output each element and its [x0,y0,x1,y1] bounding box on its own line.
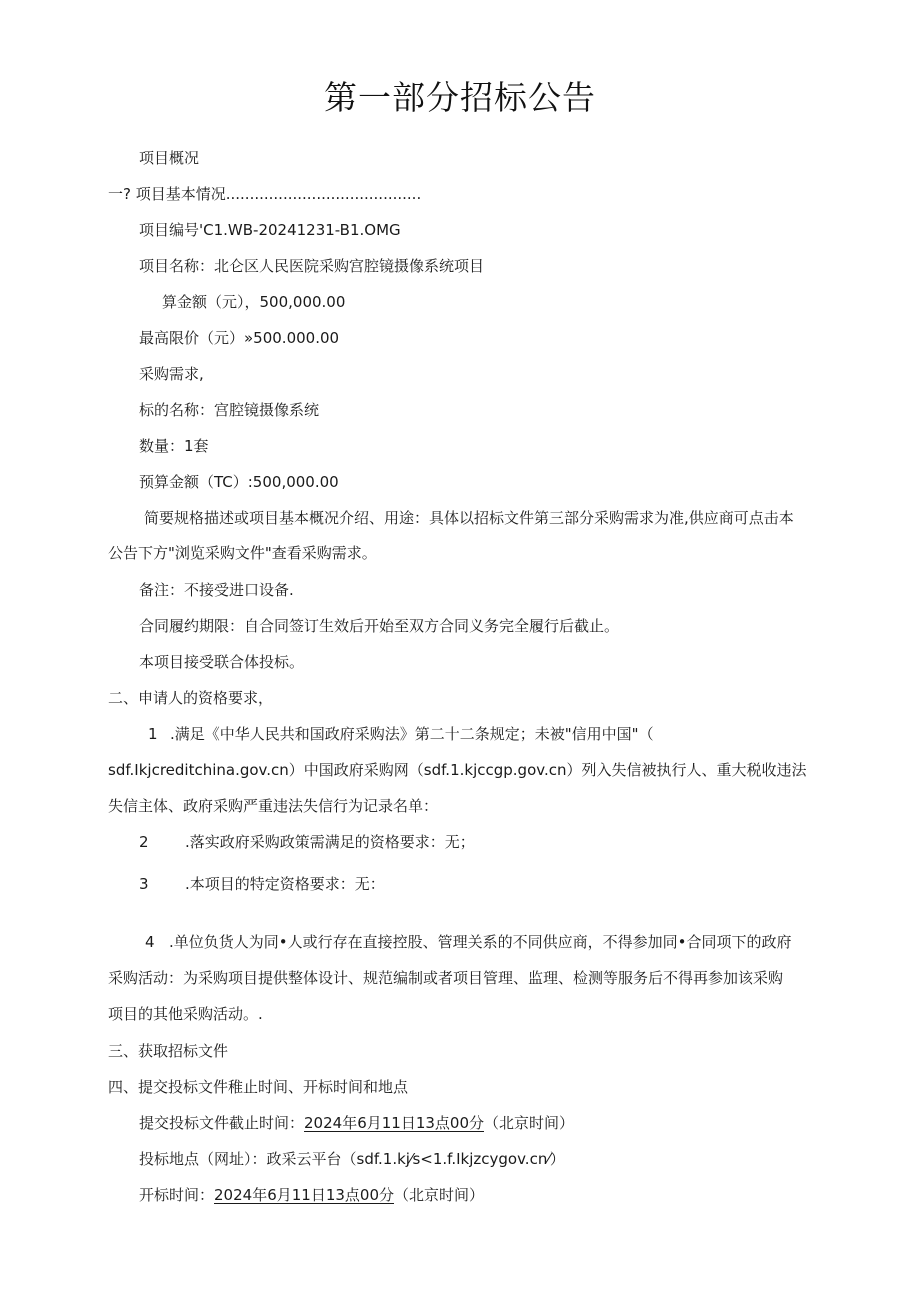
submission-deadline-value: 2024年6月11日13点00分 [304,1114,484,1132]
item-budget: 预算金额（TC）:500,000.00 [139,473,339,491]
consortium-note: 本项目接受联合体投标。 [139,653,305,671]
section-4-heading: 四、提交投标文件稚止时间、开标时间和地点 [108,1078,409,1096]
budget-amount: 算金额（元），500,000.00 [162,293,346,311]
item-name: 标的名称：宫腔镜摄像系统 [139,401,320,419]
item-quantity: 数量：1套 [139,437,209,455]
submission-deadline-label: 提交投标文件截止时间： [139,1114,305,1132]
qualification-4-number: 4 [145,933,155,951]
procurement-requirement-label: 采购需求, [139,365,204,383]
opening-time [139,1185,484,1205]
qualification-1 [148,724,654,744]
contract-period: 合同履约期限：自合同签订生效后开始至双方合同义务完全履行后截止。 [139,617,620,635]
project-overview-label: 项目概况 [139,149,200,167]
qualification-1-line-2: sdf.Ikjcreditchina.gov.cn）中国政府采购网（sdf.1.kjccgp.gov.cn）列入失信被执行人、重大税收违法 [108,761,807,779]
description-line-2: 公告下方"浏览采购文件"查看采购需求。 [108,544,377,562]
description-line-1: 简要规格描述或项目基本概况介绍、用途：具体以招标文件第三部分采购需求为准,供应商可点击本 [144,509,794,527]
qualification-4-line-3: 项目的其他采购活动。. [108,1005,263,1023]
qualification-3-text: .本项目的特定资格要求：无： [185,875,385,893]
qualification-4 [145,932,791,952]
opening-time-label: 开标时间： [139,1186,215,1204]
qualification-1-text: .满足《中华人民共和国政府采购法》第二十二条规定；未被"信用中国"（ [170,725,654,743]
project-number: 项目编号'C1.WB-20241231-B1.OMG [139,221,401,239]
qualification-2-text: .落实政府采购政策需满足的资格要求：无； [185,833,475,851]
submission-deadline [139,1113,574,1133]
remark: 备注：不接受进口设备. [139,581,294,599]
max-price: 最高限价（元）»500.000.00 [139,329,340,347]
qualification-1-number: 1 [148,725,158,743]
submission-deadline-suffix: （北京时间） [484,1114,575,1132]
section-1-heading: 一? 项目基本情况......................................... [108,185,422,203]
project-name: 项目名称：北仑区人民医院采购宫腔镜摄像系统项目 [139,257,485,275]
qualification-2-number: 2 [139,833,149,851]
qualification-4-line-2: 采购活动：为采购项目提供整体设计、规范编制或者项目管理、监理、检测等服务后不得再参加该采购 [108,969,784,987]
bid-location: 投标地点（网址）：政采云平台（sdf.1.kj⁄s<1.f.Ikjzcygov.cn⁄） [139,1150,565,1168]
section-2-heading: 二、申请人的资格要求， [108,689,274,707]
qualification-1-line-3: 失信主体、政府采购严重违法失信行为记录名单： [108,797,439,815]
document-title: 第一部分招标公告 [324,78,596,117]
opening-time-suffix: （北京时间） [394,1186,485,1204]
qualification-4-text: .单位负货人为同•人或行存在直接控股、管理关系的不同供应商，不得参加同•合同项下的政府 [169,933,792,951]
qualification-3 [139,874,385,894]
section-3-heading: 三、获取招标文件 [108,1042,229,1060]
qualification-2 [139,832,475,852]
opening-time-value: 2024年6月11日13点00分 [214,1186,394,1204]
qualification-3-number: 3 [139,875,149,893]
